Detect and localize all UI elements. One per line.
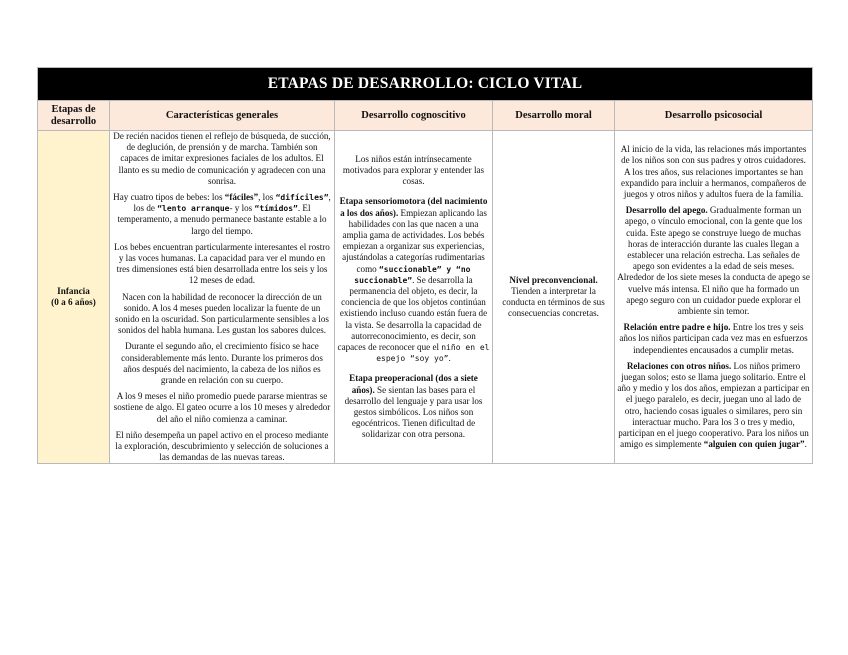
header-stages: Etapas de desarrollo <box>38 101 110 131</box>
table-title: ETAPAS DE DESARROLLO: CICLO VITAL <box>38 68 813 101</box>
header-psychosocial: Desarrollo psicosocial <box>615 101 813 131</box>
psychosocial-parent-child: Relación entre padre e hijo. Entre los tres y seis años los niños participan cada vez mas en esfuerzos independientes encausados a cumplir metas. <box>619 322 808 355</box>
stage-name: Infancia <box>57 286 90 297</box>
general-p1: De recién nacidos tienen el reflejo de búsqueda, de succión, de deglución, de prensión y de marcha. También son capaces de imitar expresiones faciales de los adultos. El llanto es su medio de comunicación y agradecen con una sonrisa. <box>113 131 331 186</box>
cognitive-cell <box>335 131 493 464</box>
psychosocial-attachment: Desarrollo del apego. Gradualmente forman un apego, o vínculo emocional, con la gente que los cuida. Este apego se construye luego de muchas horas de interacción durante las cuales llegan a establecer una relación estrecha. Las señales de apego son evidentes a la edad de seis meses. Alrededor de los siete meses la conducta de apego se vuelve más intensa. El niño que ha formado un apego seguro con un cuidador puede explorar el ambiente sin temor. <box>617 205 810 316</box>
header-general: Características generales <box>110 101 335 131</box>
psychosocial-peers: Relaciones con otros niños. Los niños primero juegan solos; esto se llama juego solitario. Entre el año y medio y los dos años, empiezan a participar en el juego paralelo, es decir, juegan uno al lado de otro, haciendo cosas iguales o similares, pero sin interactuar mucho. Para los 3 o tres y medio, participan en el juego cooperativo. Para los niños un amigo es simplemente “alguien con quien jugar”. <box>617 360 810 450</box>
cognitive-sensorimotor: Etapa sensoriomotora (del nacimiento a los dos años). Empiezan aplicando las habilidades con las que nacen a una amplia gama de actividades. Los bebés empiezan a organizar sus experiencias, ajustándolas a categorías rudimentarias como “succionable” y “no succionable”. Se desarrolla la permanencia del objeto, es decir, la conciencia de que los objetos continúan existiendo incluso cuando están fuera de la vista. Se desarrolla la capacidad de autorreconocimiento, es decir, son capaces de reconocer que el niño en el espejo “soy yo”. <box>337 196 490 364</box>
table-row <box>38 131 813 464</box>
general-p4: Nacen con la habilidad de reconocer la dirección de un sonido. A los 4 meses pueden localizar la fuente de un sonido en la oscuridad. Son particularmente sensibles a los sonidos del habla humana. Les gustan los sabores dulces. <box>115 291 329 336</box>
general-cell <box>110 131 335 464</box>
general-p3: Los bebes encuentran particularmente interesantes el rostro y las voces humanas. La capacidad para ver el mundo en tres dimensiones está bien desarrollada entre los seis y los 12 meses de edad. <box>114 241 330 286</box>
header-moral: Desarrollo moral <box>493 101 615 131</box>
general-p2: Hay cuatro tipos de bebes: los “fáciles”, los “difíciles”, los de “lento arranque- y los “tímidos”. El temperamento, a menudo permanece bastante estable a lo largo del tiempo. <box>113 192 331 236</box>
psychosocial-p1: Al inicio de la vida, las relaciones más importantes de los niños son con sus padres y otros cuidadores. A los tres años, sus relaciones importantes se han expandido para incluir a hermanos, compañeros de juegos y otros niños y adultos fuera de la familia. <box>620 144 807 199</box>
development-stages-table <box>37 67 813 464</box>
stage-cell <box>38 131 110 464</box>
moral-cell <box>493 131 615 464</box>
general-p5: Durante el segundo año, el crecimiento físico se hace considerablemente más lento. Durante los primeros dos años después del nacimiento, la cabeza de los niños es grande en relación con su cuerpo. <box>121 341 323 386</box>
general-p7: El niño desempeña un papel activo en el proceso mediante la exploración, descubrimiento y selección de soluciones a las demandas de las nuevas tareas. <box>115 429 329 463</box>
cognitive-preoperational: Etapa preoperacional (dos a siete años). Se sientan las bases para el desarrollo del lenguaje y para usar los gestos simbólicos. Los niños son egocéntricos. Tienen dificultad de solidarizar con otra persona. <box>344 373 483 440</box>
stage-range: (0 a 6 años) <box>51 297 96 308</box>
psychosocial-cell <box>615 131 813 464</box>
header-cognitive: Desarrollo cognoscitivo <box>335 101 493 131</box>
general-p6: A los 9 meses el niño promedio puede pararse mientras se sostiene de algo. El gateo ocurre a los 10 meses y alrededor del año el niño comienza a caminar. <box>113 391 331 424</box>
moral-text: Nivel preconvencional. Tienden a interpretar la conducta en términos de sus consecuencias concretas. <box>502 274 605 319</box>
cognitive-p1: Los niños están intrínsecamente motivados para explorar y entender las cosas. <box>342 153 485 187</box>
